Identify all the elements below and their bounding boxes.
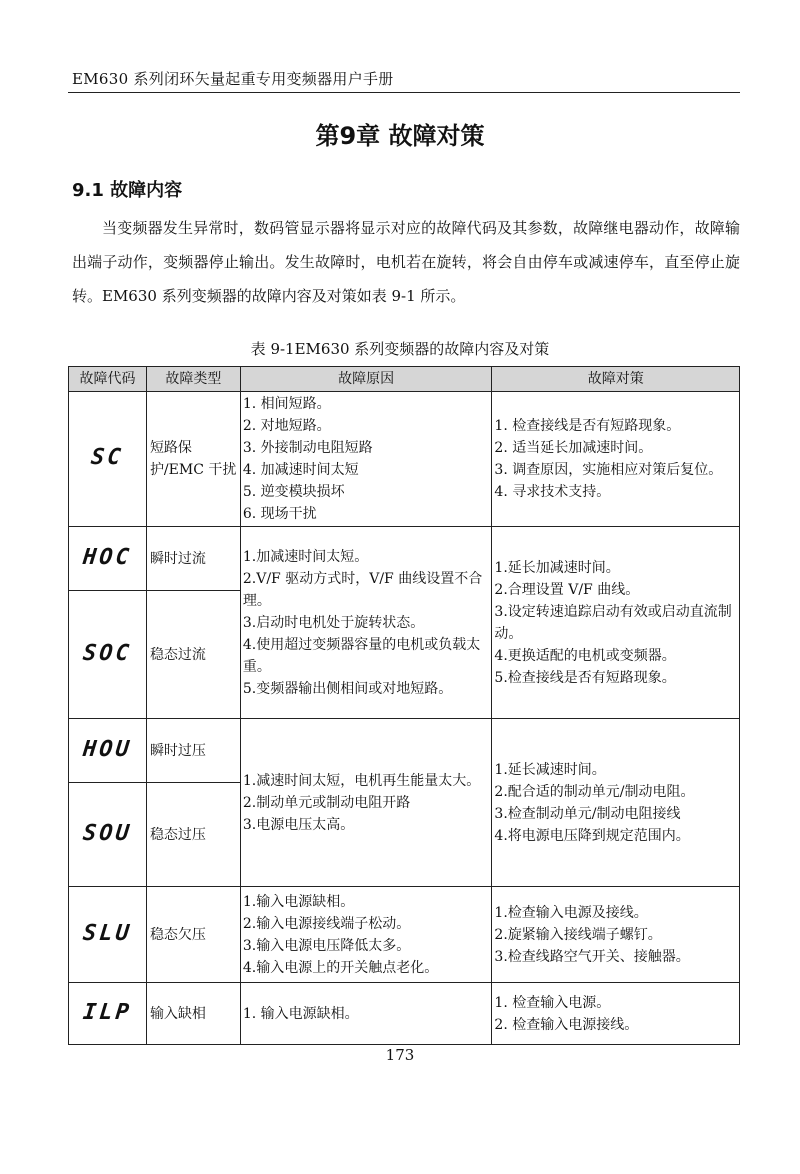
remedy-item: 2.旋紧输入接线端子螺钉。 (494, 926, 662, 943)
fault-causes (240, 719, 492, 887)
remedy-item: 3.设定转速追踪启动有效或启动直流制动。 (494, 603, 732, 642)
fault-code: HOU (81, 736, 134, 762)
cause-item: 2.输入电源接线端子松动。 (242, 915, 411, 932)
remedy-item: 1. 检查接线是否有短路现象。 (494, 418, 681, 434)
fault-causes (240, 887, 492, 983)
fault-type: 稳态过压 (146, 783, 240, 887)
header-title: EM630 系列闭环矢量起重专用变频器用户手册 (72, 70, 394, 88)
table-row (69, 887, 740, 983)
cause-item: 1. 相间短路。 (242, 396, 331, 412)
remedy-item: 1.检查输入电源及接线。 (494, 904, 648, 921)
fault-code-cell (69, 983, 147, 1045)
fault-code-cell (69, 887, 147, 983)
cause-item: 1.减速时间太短，电机再生能量太大。 (242, 772, 481, 789)
header-code: 故障代码 (69, 367, 147, 392)
remedy-item: 2. 检查输入电源接线。 (494, 1016, 639, 1033)
fault-type: 瞬时过流 (146, 527, 240, 591)
cause-item: 2.制动单元或制动电阻开路 (242, 794, 411, 811)
cause-item: 3.启动时电机处于旋转状态。 (242, 614, 425, 631)
cause-item: 2.V/F 驱动方式时，V/F 曲线设置不合理。 (242, 570, 483, 609)
cause-item: 3. 外接制动电阻短路 (242, 440, 373, 456)
fault-table (68, 366, 740, 1045)
header-type: 故障类型 (146, 367, 240, 392)
cause-item: 4. 加减速时间太短 (242, 462, 359, 478)
cause-item: 1.输入电源缺相。 (242, 893, 355, 910)
intro-paragraph: 当变频器发生异常时，数码管显示器将显示对应的故障代码及其参数，故障继电器动作，故障输出端子动作，变频器停止输出。发生故障时，电机若在旋转，将会自由停车或减速停车，直至停止旋转。EM630 系列变频器的故障内容及对策如表 9-1 所示。 (72, 219, 740, 305)
remedy-item: 1.延长加减速时间。 (494, 559, 620, 576)
fault-causes (240, 392, 492, 527)
fault-type: 输入缺相 (146, 983, 240, 1045)
remedy-item: 5.检查接线是否有短路现象。 (494, 669, 676, 686)
fault-remedies (492, 983, 740, 1045)
fault-type: 稳态过流 (146, 591, 240, 719)
remedy-item: 3. 调查原因，实施相应对策后复位。 (494, 462, 723, 478)
section-title: 9.1 故障内容 (72, 180, 183, 201)
cause-item: 3.电源电压太高。 (242, 816, 355, 833)
remedy-item: 2. 适当延长加减速时间。 (494, 440, 653, 456)
fault-code: HOC (81, 544, 134, 570)
fault-code-cell (69, 591, 147, 719)
table-header-row (69, 367, 740, 392)
cause-item: 4.输入电源上的开关触点老化。 (242, 959, 439, 976)
remedy-item: 4.更换适配的电机或变频器。 (494, 647, 676, 664)
fault-type: 短路保护/EMC 干扰 (146, 392, 240, 527)
cause-item: 4.使用超过变频器容量的电机或负载太重。 (242, 636, 481, 675)
fault-code: SC (89, 445, 126, 470)
fault-causes (240, 527, 492, 719)
fault-code-cell (69, 719, 147, 783)
remedy-item: 4.将电源电压降到规定范围内。 (494, 827, 690, 844)
fault-causes (240, 983, 492, 1045)
fault-code-cell (69, 392, 147, 527)
remedy-item: 2.合理设置 V/F 曲线。 (494, 581, 640, 598)
fault-code: SOU (81, 820, 134, 846)
cause-item: 6. 现场干扰 (242, 506, 317, 522)
cause-item: 2. 对地短路。 (242, 418, 331, 434)
table-row (69, 719, 740, 783)
fault-code: ILP (81, 999, 134, 1025)
cause-item: 3.输入电源电压降低太多。 (242, 937, 411, 954)
fault-remedies (492, 887, 740, 983)
fault-code: SLU (81, 920, 134, 946)
cause-item: 1. 输入电源缺相。 (242, 1005, 359, 1022)
remedy-item: 1.延长减速时间。 (494, 761, 606, 778)
fault-type: 瞬时过压 (146, 719, 240, 783)
fault-code-cell (69, 783, 147, 887)
fault-code-cell (69, 527, 147, 591)
fault-remedies (492, 719, 740, 887)
remedy-item: 3.检查线路空气开关、接触器。 (494, 948, 690, 965)
fault-remedies (492, 392, 740, 527)
header-remedy: 故障对策 (492, 367, 740, 392)
remedy-item: 2.配合适的制动单元/制动电阻。 (494, 783, 695, 800)
chapter-title: 第9章 故障对策 (315, 122, 485, 150)
table-row (69, 527, 740, 591)
cause-item: 5.变频器输出侧相间或对地短路。 (242, 680, 453, 697)
remedy-item: 1. 检查输入电源。 (494, 994, 611, 1011)
fault-code: SOC (81, 640, 134, 666)
fault-type: 稳态欠压 (146, 887, 240, 983)
table-row (69, 392, 740, 527)
cause-item: 1.加减速时间太短。 (242, 548, 369, 565)
remedy-item: 3.检查制动单元/制动电阻接线 (494, 805, 681, 822)
table-row (69, 983, 740, 1045)
header-cause: 故障原因 (240, 367, 492, 392)
remedy-item: 4. 寻求技术支持。 (494, 484, 611, 500)
fault-remedies (492, 527, 740, 719)
cause-item: 5. 逆变模块损坏 (242, 484, 345, 500)
header-divider (68, 92, 740, 93)
table-caption: 表 9-1EM630 系列变频器的故障内容及对策 (250, 340, 550, 358)
page-number: 173 (385, 1046, 415, 1064)
